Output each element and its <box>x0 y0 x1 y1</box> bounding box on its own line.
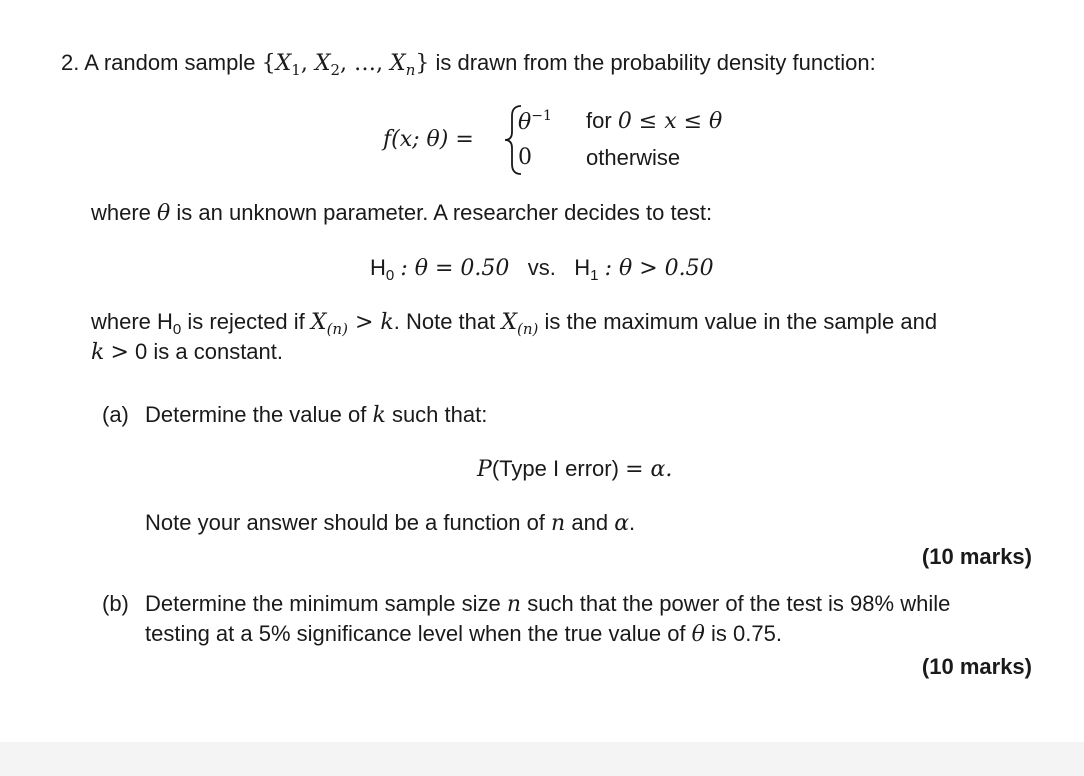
part-a-label: (a) <box>102 402 129 427</box>
h0: $H_0$ : θ = 0.50 <box>370 255 510 284</box>
pdf-case2-condition: otherwise <box>586 145 681 170</box>
pdf-case1-condition: for 0 ≤ x ≤ θ <box>586 108 723 134</box>
part-b-line-2: testing at a 5% significance level when the true value of θ is 0.75. <box>145 621 782 647</box>
h1: $H_1$ : θ > 0.50 <box>574 255 714 284</box>
part-a-text: Determine the value of k such that: <box>145 402 488 428</box>
pdf-case1-value: $\theta^{-1}$ <box>518 108 552 135</box>
rejection-line-1: where $H_0$ is rejected if $X_{(n)} > k$. Note that $X_{(n)}$ is the maximum value in the sample and <box>91 309 938 338</box>
sample-set: {$X_1$, $X_2$, …, $X_n$} <box>261 51 430 79</box>
part-b-label: (b) <box>102 591 129 616</box>
vs-text: vs. <box>527 255 556 280</box>
part-b-line-1: Determine the minimum sample size n such that the power of the test is 98% while <box>145 591 951 617</box>
footer-bar <box>0 742 1084 776</box>
where-theta-text: where θ is an unknown parameter. A researcher decides to test: <box>91 200 713 226</box>
part-a-note: Note your answer should be a function of n and α. <box>145 510 636 536</box>
question-number: 2. <box>61 50 80 75</box>
pdf-lhs: f(x; θ) = <box>383 127 474 152</box>
rejection-line-2: k > 0 is a constant. <box>91 339 284 365</box>
pdf-case2-value: 0 <box>518 145 532 170</box>
part-a-equation: P(Type I error) = α. <box>477 456 673 482</box>
part-b-marks: (10 marks) <box>921 654 1032 679</box>
hypotheses <box>370 255 714 285</box>
question-intro: 2. A random sample {$X_1$, $X_2$, …, $X_n$} is drawn from the probability density function: <box>61 50 876 79</box>
part-a-marks: (10 marks) <box>921 544 1032 569</box>
